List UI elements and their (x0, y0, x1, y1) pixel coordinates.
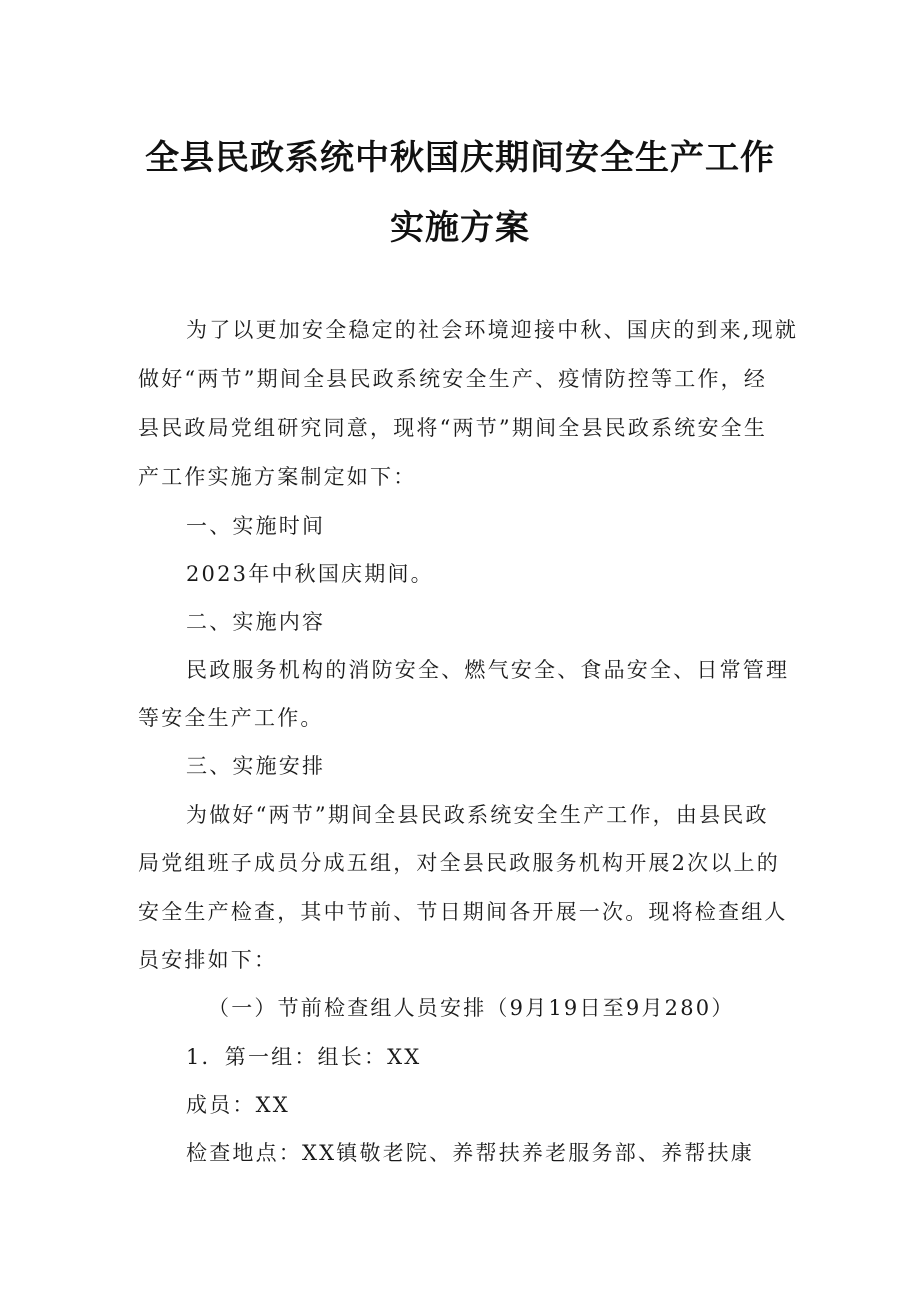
paragraph-time: 2023年中秋国庆期间。 (186, 562, 434, 586)
group-one-locations: 检查地点：XX镇敬老院、养帮扶养老服务部、养帮扶康 (186, 1141, 754, 1165)
document-title-line-1: 全县民政系统中秋国庆期间安全生产工作 (145, 138, 775, 178)
paragraph-content-line: 等安全生产工作。 (138, 706, 324, 730)
group-one-members: 成员：XX (186, 1093, 290, 1117)
subsection-heading-pre-holiday: （一）节前检查组人员安排（9月19日至9月280） (208, 996, 735, 1020)
document-title-line-2: 实施方案 (390, 208, 530, 248)
section-heading-content: 二、实施内容 (186, 610, 326, 634)
paragraph-arrangement-line: 局党组班子成员分成五组，对全县民政服务机构开展2次以上的 (138, 851, 780, 875)
section-heading-arrangement: 三、实施安排 (186, 754, 326, 778)
paragraph-arrangement-line: 安全生产检查，其中节前、节日期间各开展一次。现将检查组人 (138, 900, 788, 924)
paragraph-intro-line: 县民政局党组研究同意，现将“两节”期间全县民政系统安全生 (138, 416, 768, 440)
section-heading-time: 一、实施时间 (186, 514, 326, 538)
paragraph-intro-line: 做好“两节”期间全县民政系统安全生产、疫情防控等工作，经 (138, 367, 768, 391)
paragraph-intro-line: 为了以更加安全稳定的社会环境迎接中秋、国庆的到来,现就 (186, 318, 799, 342)
paragraph-arrangement-line: 员安排如下： (138, 948, 278, 972)
paragraph-intro-line: 产工作实施方案制定如下： (138, 465, 417, 489)
paragraph-content-line: 民政服务机构的消防安全、燃气安全、食品安全、日常管理 (186, 658, 790, 682)
paragraph-arrangement-line: 为做好“两节”期间全县民政系统安全生产工作，由县民政 (186, 803, 769, 827)
group-one-leader: 1．第一组：组长：XX (186, 1045, 422, 1069)
